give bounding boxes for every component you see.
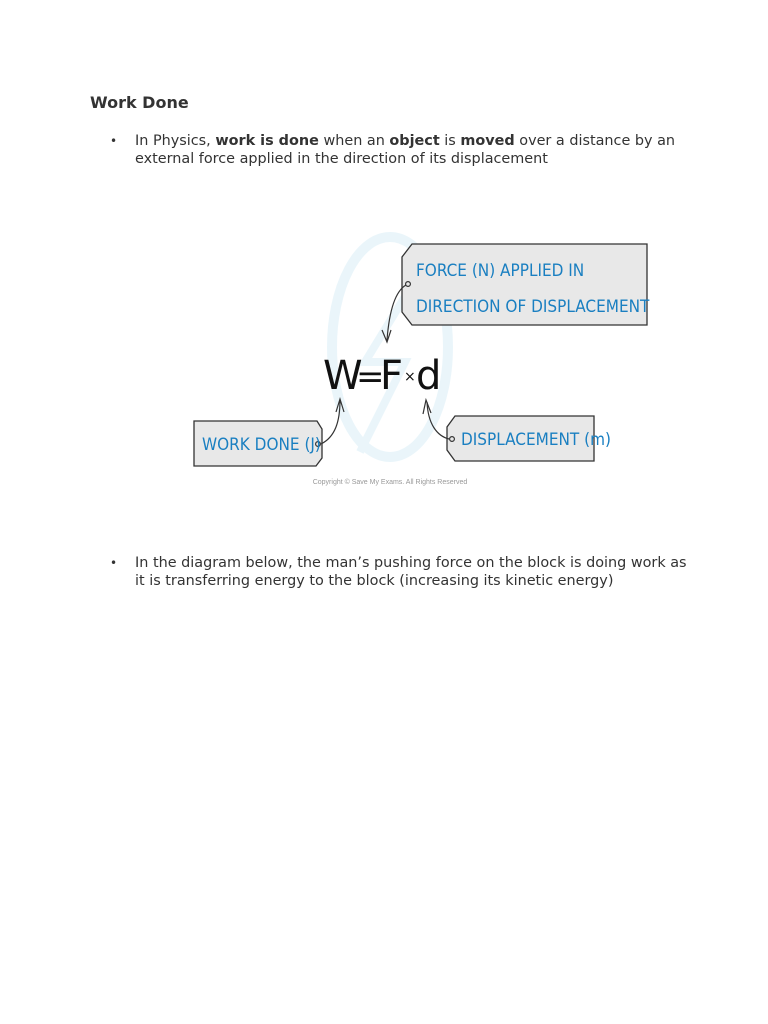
formula-equals: = [356, 357, 385, 397]
work-equation-diagram [190, 232, 660, 494]
formula-times: × [404, 369, 416, 385]
key-term-work-is-done: work is done [215, 133, 319, 149]
work-done-tag [194, 421, 322, 466]
text-run: In Physics, [135, 133, 216, 149]
displacement-tag [447, 416, 611, 461]
work-formula [323, 353, 441, 399]
section-title: Work Done [90, 93, 189, 112]
bullet-text: In the diagram below, the man’s pushing force on the block is doing work as it is transferring energy to the block (increasing its kinetic energy) [135, 555, 687, 589]
bullet-text [135, 132, 690, 168]
formula-f: F [380, 353, 404, 399]
displacement-tag-label: DISPLACEMENT (m) [461, 430, 611, 450]
force-tag-line2: DIRECTION OF DISPLACEMENT [416, 297, 650, 317]
text-run: when an [318, 133, 390, 149]
work-done-tag-label: WORK DONE (J) [202, 435, 321, 455]
text-run: over a distance by an external force applied in the direction of its displacement [135, 133, 676, 167]
key-term-moved: moved [460, 133, 515, 149]
bullet-marker: • [110, 556, 118, 570]
formula-w: W [323, 353, 363, 399]
force-tag-line1: FORCE (N) APPLIED IN [416, 261, 585, 281]
text-run: is [439, 133, 461, 149]
formula-d: d [416, 353, 442, 399]
key-term-object: object [389, 133, 440, 149]
bullet-marker: • [110, 134, 118, 148]
force-tag [402, 244, 650, 325]
copyright-notice: Copyright © Save My Exams. All Rights Reserved [312, 479, 468, 486]
